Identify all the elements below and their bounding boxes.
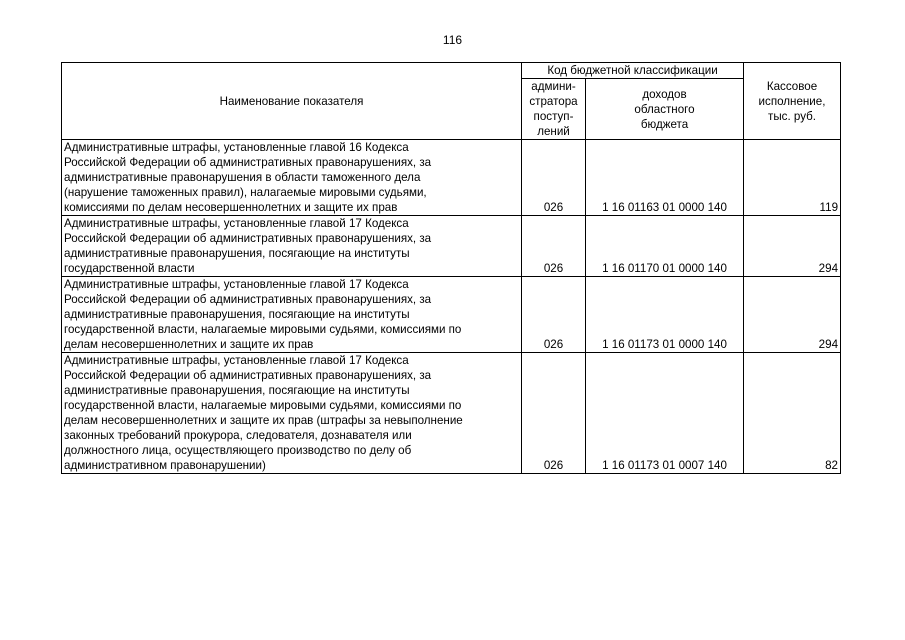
table-row — [62, 216, 841, 277]
amount-value: 294 — [744, 277, 841, 353]
table-header-row — [62, 63, 841, 79]
table-row — [62, 140, 841, 216]
table-row — [62, 353, 841, 474]
indicator-name: Административные штрафы, установленные главой 16 Кодекса Российской Федерации об административных правонарушениях, за административные правонарушения в области таможенного дела (нарушение таможенных правил), налагаемые мировыми судьями, комиссиями по делам несовершеннолетних и защите их прав — [62, 140, 522, 216]
column-header-code-group: Код бюджетной классификации — [522, 63, 744, 79]
indicator-name: Административные штрафы, установленные главой 17 Кодекса Российской Федерации об административных правонарушениях, за административные правонарушения, посягающие на институты государственной власти, налагаемые мировыми судьями, комиссиями по делам несовершеннолетних и защите их прав (штрафы за невыполнение законных требований прокурора, следователя, дознавателя или должностного лица, осуществляющего производство по делу об административном правонарушении) — [62, 353, 522, 474]
income-code: 1 16 01163 01 0000 140 — [586, 140, 744, 216]
admin-code: 026 — [522, 353, 586, 474]
income-code: 1 16 01173 01 0000 140 — [586, 277, 744, 353]
column-header-income: доходов областного бюджета — [586, 79, 744, 140]
amount-value: 82 — [744, 353, 841, 474]
page-number: 116 — [442, 33, 463, 47]
indicator-name: Административные штрафы, установленные главой 17 Кодекса Российской Федерации об административных правонарушениях, за административные правонарушения, посягающие на институты государственной власти, налагаемые мировыми судьями, комиссиями по делам несовершеннолетних и защите их прав — [62, 277, 522, 353]
budget-table — [61, 62, 841, 474]
admin-code: 026 — [522, 277, 586, 353]
column-header-name: Наименование показателя — [62, 63, 522, 140]
amount-value: 119 — [744, 140, 841, 216]
admin-code: 026 — [522, 216, 586, 277]
table-row — [62, 277, 841, 353]
amount-value: 294 — [744, 216, 841, 277]
column-header-amount: Кассовое исполнение, тыс. руб. — [744, 63, 841, 140]
indicator-name: Административные штрафы, установленные главой 17 Кодекса Российской Федерации об административных правонарушениях, за административные правонарушения, посягающие на институты государственной власти — [62, 216, 522, 277]
column-header-admin: админи- стратора поступ- лений — [522, 79, 586, 140]
income-code: 1 16 01173 01 0007 140 — [586, 353, 744, 474]
income-code: 1 16 01170 01 0000 140 — [586, 216, 744, 277]
admin-code: 026 — [522, 140, 586, 216]
